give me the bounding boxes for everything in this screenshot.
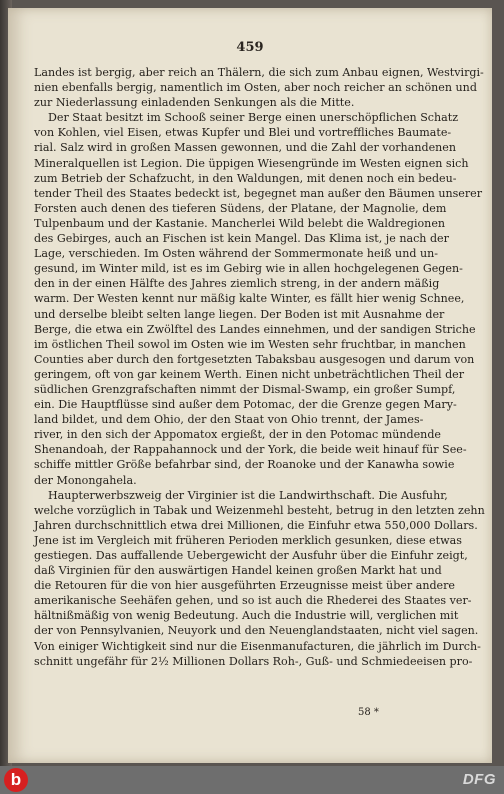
page-number: 459 bbox=[236, 40, 264, 55]
text-line: Landes ist bergig, aber reich an Thälern, die sich zum Anbau eignen, Westvirgi- bbox=[34, 66, 484, 79]
text-line: Von einiger Wichtigkeit sind nur die Eisenmanufacturen, die jährlich im Durch- bbox=[34, 639, 481, 653]
dfg-logo[interactable]: DFG bbox=[462, 771, 496, 788]
text-line: des Gebirges, auch an Fischen ist kein Mangel. Das Klima ist, je nach der bbox=[34, 232, 449, 246]
text-line: schnitt ungefähr für 2½ Millionen Dollars Roh-, Guß- und Schmiedeeisen pro- bbox=[34, 654, 473, 668]
text-line: die Retouren für die von hier ausgeführten Erzeugnisse meist über andere bbox=[34, 579, 455, 593]
text-line: südlichen Grenzgrafschaften nimmt der Dismal-Swamp, ein großer Sumpf, bbox=[34, 382, 456, 396]
text-line: Lage, verschieden. Im Osten während der Sommermonate heiß und un- bbox=[34, 247, 439, 261]
text-line: Jene ist im Vergleich mit früheren Perioden merklich gesunken, diese etwas bbox=[34, 533, 462, 547]
text-line: Mineralquellen ist Legion. Die üppigen Wiesengründe im Westen eignen sich bbox=[34, 156, 469, 170]
text-line: Shenandoah, der Rappahannock und der York, die beide weit hinauf für See- bbox=[34, 443, 467, 457]
viewer-footer-bar bbox=[0, 766, 504, 794]
text-line: zum Betrieb der Schafzucht, in den Waldungen, mit denen noch ein bedeu- bbox=[34, 171, 457, 185]
text-line: der Monongahela. bbox=[34, 473, 137, 487]
text-line: Haupterwerbszweig der Virginier ist die Landwirthschaft. Die Ausfuhr, bbox=[48, 488, 448, 502]
text-line: zur Niederlassung einladenden Senkungen als die Mitte. bbox=[34, 96, 355, 110]
text-line: der von Pennsylvanien, Neuyork und den Neuenglandstaaten, nicht viel sagen. bbox=[34, 624, 479, 638]
text-line: im östlichen Theil sowol im Osten wie im Westen sehr fruchtbar, in manchen bbox=[34, 337, 466, 351]
text-line: welche vorzüglich in Tabak und Weizenmehl besteht, betrug in den letzten zehn bbox=[34, 503, 485, 517]
text-line: von Kohlen, viel Eisen, etwas Kupfer und Blei und vortreffliches Baumate- bbox=[34, 126, 452, 140]
text-line: tender Theil des Staates bedeckt ist, begegnet man außer den Bäumen unserer bbox=[34, 186, 483, 200]
text-line: geringem, oft von gar keinem Werth. Einen nicht unbeträchtlichen Theil der bbox=[34, 367, 465, 381]
text-line: Jahren durchschnittlich etwa drei Millionen, die Einfuhr etwa 550,000 Dollars. bbox=[34, 518, 478, 532]
text-line: land bildet, und dem Ohio, der den Staat von Ohio trennt, der James- bbox=[34, 413, 424, 427]
text-line: daß Virginien für den auswärtigen Handel keinen großen Markt hat und bbox=[34, 564, 442, 578]
text-line: Berge, die etwa ein Zwölftel des Landes einnehmen, und der sandigen Striche bbox=[34, 322, 476, 336]
text-line: Tulpenbaum und der Kastanie. Mancherlei Wild belebt die Waldregionen bbox=[34, 216, 446, 230]
printer-signature: 58 * bbox=[358, 707, 379, 718]
body-text bbox=[34, 65, 485, 669]
text-line: nien ebenfalls bergig, namentlich im Osten, aber noch reicher an schönen und bbox=[34, 81, 477, 95]
text-line: warm. Der Westen kennt nur mäßig kalte Winter, es fällt hier wenig Schnee, bbox=[34, 292, 465, 306]
text-line: Counties aber durch den fortgesetzten Tabaksbau ausgesogen und darum von bbox=[34, 352, 475, 366]
book-page bbox=[8, 8, 492, 763]
library-logo-icon[interactable]: b bbox=[4, 768, 28, 792]
text-line: den in der einen Hälfte des Jahres ziemlich streng, in der andern mäßig bbox=[34, 277, 440, 291]
text-line: gesund, im Winter mild, ist es im Gebirg wie in allen hochgelegenen Gegen- bbox=[34, 262, 463, 276]
text-line: ein. Die Hauptflüsse sind außer dem Potomac, der die Grenze gegen Mary- bbox=[34, 398, 457, 412]
text-line: hältnißmäßig von wenig Bedeutung. Auch die Industrie will, verglichen mit bbox=[34, 609, 459, 623]
text-line: gestiegen. Das auffallende Uebergewicht der Ausfuhr über die Einfuhr zeigt, bbox=[34, 549, 468, 562]
text-line: Forsten auch denen des tieferen Südens, der Platane, der Magnolie, dem bbox=[34, 201, 447, 215]
text-line: schiffe mittler Größe befahrbar sind, der Roanoke und der Kanawha sowie bbox=[34, 458, 455, 472]
text-line: amerikanische Seehäfen gehen, und so ist auch die Rhederei des Staates ver- bbox=[34, 594, 472, 608]
text-line: Der Staat besitzt im Schooß seiner Berge einen unerschöpflichen Schatz bbox=[48, 111, 459, 125]
text-line: und derselbe bleibt selten lange liegen. Der Boden ist mit Ausnahme der bbox=[34, 307, 445, 321]
text-line: rial. Salz wird in großen Massen gewonnen, und die Zahl der vorhandenen bbox=[34, 141, 456, 155]
text-line: river, in den sich der Appomatox ergießt, der in den Potomac mündende bbox=[34, 428, 441, 442]
